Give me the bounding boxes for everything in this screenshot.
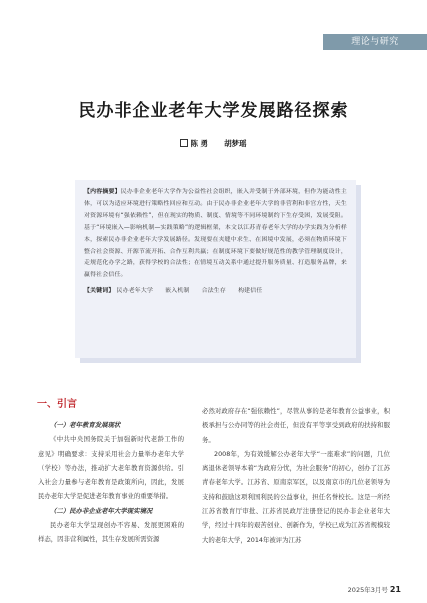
keyword: 民办老年大学 xyxy=(116,288,154,295)
paragraph: 民办老年大学呈现创办不容易、发展更困难的样态，因非营利属性，其生存发展所需资源 xyxy=(38,521,184,544)
keywords xyxy=(84,286,347,298)
keyword: 嵌入机制 xyxy=(165,288,190,295)
left-column xyxy=(38,398,184,547)
abstract-box xyxy=(75,180,356,358)
issue-date: 2025年3月号 xyxy=(347,586,388,594)
keyword: 合法生存 xyxy=(201,288,226,295)
keyword: 构建信任 xyxy=(238,288,263,295)
subsection-heading: （一）老年教育发展现状 xyxy=(50,421,121,429)
right-column xyxy=(202,404,390,547)
paragraph: 《中共中央国务院关于加强新时代老龄工作的意见》明确要求：支持采用社会力量举办老年大学（学校）等办法，推动扩大老年教育资源供给。引入社会力量参与老年教育是政策所向，因此，发展民办老年大学是促进老年教育事业的重要举措。 xyxy=(38,435,184,501)
paragraph: 必然对政府存在“强依赖性”，尽管从事的是老年教育公益事业，积极承担与公办同等的社会责任，但没有平等享受到政府的扶持和服务。 xyxy=(202,407,390,444)
page-number: 21 xyxy=(389,585,401,594)
author-2: 胡梦瑶 xyxy=(224,139,247,148)
section-tab: 理论与研究 xyxy=(323,34,427,50)
section-heading: 一、引言 xyxy=(37,399,77,410)
author-box-icon xyxy=(180,139,188,147)
abstract-text: 民办非企业老年大学作为公益性社会组织，嵌入并受制于外部环境，但作为能动性主体，可以为适应环境进行策略性回应和互动。由于民办非企业老年大学的非营利和非官方性，天生对资源环境有“强依赖性”，但在现实的物质、制度、情境等不同环境制约下生存受困，发展受阻。基于“环境嵌入—影响机制—实践策略”的逻辑框架，本文以江苏青春老年大学的办学实践为分析样本，探索民办非企业老年大学发展路径。发现要在夹缝中求生、在困境中发展，必须在物质环境下整合社会资源、开源节流开拓、合作互利共赢；在制度环境下要做好规范性的教学管理制度设计，走规范化办学之路，获得学校的合法性；在情境互动关系中通过提升服务质量、打造服务品牌，来赢得社会信任。 xyxy=(84,189,347,279)
author-1: 陈 勇 xyxy=(190,139,209,148)
paragraph: 2008年，为有效缓解公办老年大学“一座难求”的问题，几位离退休老领导本着“为政府分忧，为社会服务”的初心，创办了江苏青春老年大学。江苏省、原南京军区，以及南京市的几位老领导为支持和鼓励这项利国利民的公益事业，担任名誉校长。这是一所经江苏省教育厅审批、江苏省民政厅注册登记的民办非企业老年大学，经过十四年的艰苦创业、创新作为，学校已成为江苏省规模较大的老年大学，2014年被评为江苏 xyxy=(202,449,390,544)
subsection-heading: （二）民办非企业老年大学现实境况 xyxy=(50,506,153,515)
page-footer xyxy=(348,585,401,594)
keywords-label: 【关键词】 xyxy=(84,288,115,295)
authors xyxy=(0,138,427,149)
article-title: 民办非企业老年大学发展路径探索 xyxy=(78,101,349,121)
abstract-label: 【内容摘要】 xyxy=(84,189,121,195)
